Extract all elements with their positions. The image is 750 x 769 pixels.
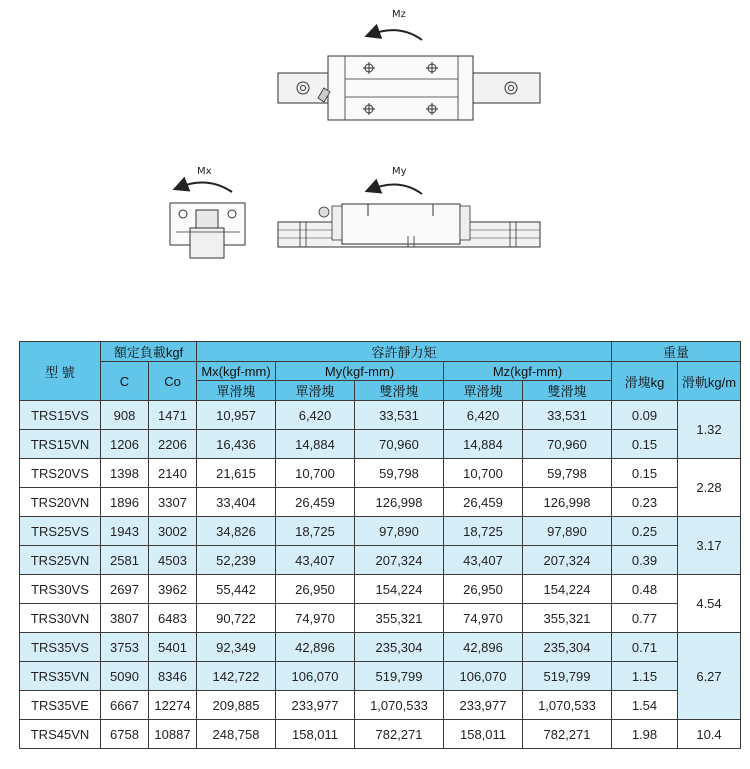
cell-my-single: 14,884 <box>276 430 355 459</box>
cell-model: TRS15VN <box>20 430 101 459</box>
cell-block-weight: 1.15 <box>612 662 678 691</box>
header-weight: 重量 <box>612 342 741 362</box>
cell-rail-weight: 4.54 <box>678 575 741 633</box>
table-row <box>20 459 741 488</box>
header-mz-single: 單滑塊 <box>444 381 523 401</box>
cell-mz-single: 158,011 <box>444 720 523 749</box>
cell-mz-single: 26,459 <box>444 488 523 517</box>
table-row <box>20 488 741 517</box>
cell-mz-double: 355,321 <box>523 604 612 633</box>
table-body <box>20 401 741 749</box>
cell-c: 2697 <box>101 575 149 604</box>
cell-my-single: 233,977 <box>276 691 355 720</box>
cell-my-single: 106,070 <box>276 662 355 691</box>
cell-my-single: 74,970 <box>276 604 355 633</box>
cell-block-weight: 0.48 <box>612 575 678 604</box>
cell-block-weight: 0.25 <box>612 517 678 546</box>
cell-co: 3962 <box>149 575 197 604</box>
cell-mz-single: 6,420 <box>444 401 523 430</box>
cell-c: 2581 <box>101 546 149 575</box>
cell-rail-weight: 10.4 <box>678 720 741 749</box>
cell-my-single: 18,725 <box>276 517 355 546</box>
cell-c: 908 <box>101 401 149 430</box>
cell-mz-single: 18,725 <box>444 517 523 546</box>
cell-block-weight: 0.77 <box>612 604 678 633</box>
cell-mz-double: 207,324 <box>523 546 612 575</box>
header-my: My(kgf-mm) <box>276 362 444 381</box>
cell-c: 3807 <box>101 604 149 633</box>
cell-mz-double: 59,798 <box>523 459 612 488</box>
cell-c: 6758 <box>101 720 149 749</box>
table-row <box>20 691 741 720</box>
block-top <box>328 56 473 120</box>
cell-model: TRS30VN <box>20 604 101 633</box>
cell-co: 1471 <box>149 401 197 430</box>
cell-mx: 248,758 <box>197 720 276 749</box>
mx-arrow <box>180 183 232 192</box>
cell-c: 3753 <box>101 633 149 662</box>
header-mz-double: 雙滑塊 <box>523 381 612 401</box>
cell-mz-single: 10,700 <box>444 459 523 488</box>
cell-my-single: 6,420 <box>276 401 355 430</box>
cell-c: 1896 <box>101 488 149 517</box>
cell-my-single: 42,896 <box>276 633 355 662</box>
cell-my-double: 59,798 <box>355 459 444 488</box>
block-side <box>342 204 460 244</box>
table-row <box>20 546 741 575</box>
cell-model: TRS30VS <box>20 575 101 604</box>
header-c: C <box>101 362 149 401</box>
cell-model: TRS25VN <box>20 546 101 575</box>
mz-label: Mz <box>392 9 406 20</box>
header-rail-kgm: 滑軌kg/m <box>678 362 741 401</box>
cell-co: 5401 <box>149 633 197 662</box>
cell-co: 10887 <box>149 720 197 749</box>
cell-rail-weight: 6.27 <box>678 633 741 720</box>
cell-co: 6483 <box>149 604 197 633</box>
cell-mz-single: 233,977 <box>444 691 523 720</box>
cell-mz-double: 33,531 <box>523 401 612 430</box>
cell-block-weight: 1.54 <box>612 691 678 720</box>
cell-my-single: 43,407 <box>276 546 355 575</box>
cell-my-double: 207,324 <box>355 546 444 575</box>
cell-my-double: 235,304 <box>355 633 444 662</box>
cell-block-weight: 0.71 <box>612 633 678 662</box>
cell-mx: 92,349 <box>197 633 276 662</box>
cell-mz-single: 106,070 <box>444 662 523 691</box>
cell-c: 1206 <box>101 430 149 459</box>
table-row <box>20 604 741 633</box>
cell-model: TRS20VS <box>20 459 101 488</box>
cell-mz-double: 154,224 <box>523 575 612 604</box>
cell-co: 12274 <box>149 691 197 720</box>
cell-co: 4503 <box>149 546 197 575</box>
end-view-diagram <box>170 166 245 258</box>
cell-block-weight: 0.09 <box>612 401 678 430</box>
moment-direction-figure <box>0 0 750 330</box>
cell-my-double: 33,531 <box>355 401 444 430</box>
table-row <box>20 575 741 604</box>
cell-mz-double: 782,271 <box>523 720 612 749</box>
cell-my-single: 10,700 <box>276 459 355 488</box>
cell-my-double: 782,271 <box>355 720 444 749</box>
cell-co: 3002 <box>149 517 197 546</box>
cell-mz-single: 26,950 <box>444 575 523 604</box>
header-mx-single: 單滑塊 <box>197 381 276 401</box>
mx-label: Mx <box>197 166 212 177</box>
cell-mx: 21,615 <box>197 459 276 488</box>
cell-model: TRS45VN <box>20 720 101 749</box>
table-row <box>20 401 741 430</box>
cell-my-double: 126,998 <box>355 488 444 517</box>
cell-mx: 209,885 <box>197 691 276 720</box>
cell-block-weight: 0.15 <box>612 430 678 459</box>
table-row <box>20 662 741 691</box>
cell-mz-double: 70,960 <box>523 430 612 459</box>
cell-mx: 55,442 <box>197 575 276 604</box>
cell-co: 8346 <box>149 662 197 691</box>
cell-mz-double: 126,998 <box>523 488 612 517</box>
cell-mx: 142,722 <box>197 662 276 691</box>
cell-mx: 90,722 <box>197 604 276 633</box>
cell-my-double: 70,960 <box>355 430 444 459</box>
cell-mx: 10,957 <box>197 401 276 430</box>
cell-model: TRS35VN <box>20 662 101 691</box>
cell-mz-double: 519,799 <box>523 662 612 691</box>
cell-mz-double: 1,070,533 <box>523 691 612 720</box>
header-co: Co <box>149 362 197 401</box>
cell-my-double: 154,224 <box>355 575 444 604</box>
cell-my-single: 158,011 <box>276 720 355 749</box>
cell-my-double: 519,799 <box>355 662 444 691</box>
cell-c: 5090 <box>101 662 149 691</box>
cell-model: TRS35VS <box>20 633 101 662</box>
cell-mz-single: 14,884 <box>444 430 523 459</box>
spec-table <box>19 341 741 749</box>
cell-mx: 16,436 <box>197 430 276 459</box>
header-rated-load: 額定負載kgf <box>101 342 197 362</box>
cell-c: 6667 <box>101 691 149 720</box>
cell-rail-weight: 2.28 <box>678 459 741 517</box>
header-mx: Mx(kgf-mm) <box>197 362 276 381</box>
cell-mz-double: 235,304 <box>523 633 612 662</box>
cell-mz-single: 42,896 <box>444 633 523 662</box>
cell-co: 3307 <box>149 488 197 517</box>
cell-mz-single: 74,970 <box>444 604 523 633</box>
cell-mz-single: 43,407 <box>444 546 523 575</box>
mz-arrow <box>372 30 422 40</box>
cell-my-double: 355,321 <box>355 604 444 633</box>
cell-model: TRS15VS <box>20 401 101 430</box>
cell-block-weight: 0.39 <box>612 546 678 575</box>
header-my-double: 雙滑塊 <box>355 381 444 401</box>
cell-block-weight: 0.15 <box>612 459 678 488</box>
table-row <box>20 720 741 749</box>
cell-co: 2140 <box>149 459 197 488</box>
my-arrow <box>372 185 422 194</box>
cell-model: TRS35VE <box>20 691 101 720</box>
cell-model: TRS25VS <box>20 517 101 546</box>
cell-my-single: 26,950 <box>276 575 355 604</box>
cell-mx: 52,239 <box>197 546 276 575</box>
cell-my-double: 1,070,533 <box>355 691 444 720</box>
cell-c: 1398 <box>101 459 149 488</box>
table-row <box>20 633 741 662</box>
header-my-single: 單滑塊 <box>276 381 355 401</box>
cell-my-double: 97,890 <box>355 517 444 546</box>
side-view-diagram <box>278 166 540 247</box>
cell-my-single: 26,459 <box>276 488 355 517</box>
table-row <box>20 430 741 459</box>
header-static-moment: 容許靜力矩 <box>197 342 612 362</box>
cell-mx: 34,826 <box>197 517 276 546</box>
cell-c: 1943 <box>101 517 149 546</box>
table-row <box>20 517 741 546</box>
cell-block-weight: 0.23 <box>612 488 678 517</box>
cell-rail-weight: 3.17 <box>678 517 741 575</box>
cell-rail-weight: 1.32 <box>678 401 741 459</box>
my-label: My <box>392 166 407 177</box>
cell-co: 2206 <box>149 430 197 459</box>
top-view-diagram <box>278 9 540 120</box>
cell-mx: 33,404 <box>197 488 276 517</box>
cell-mz-double: 97,890 <box>523 517 612 546</box>
cell-model: TRS20VN <box>20 488 101 517</box>
cell-block-weight: 1.98 <box>612 720 678 749</box>
header-mz: Mz(kgf-mm) <box>444 362 612 381</box>
header-model: 型 號 <box>20 342 101 401</box>
header-block-kg: 滑塊kg <box>612 362 678 401</box>
